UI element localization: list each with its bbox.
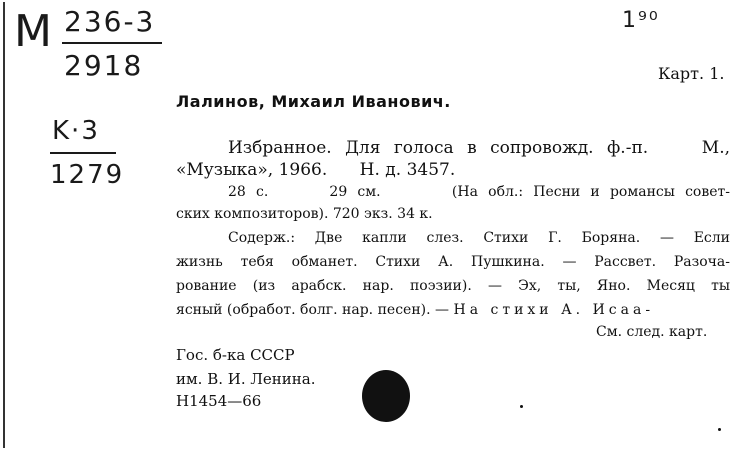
card-left-border	[3, 2, 5, 448]
author-heading: Лалинов, Михаил Иванович.	[176, 92, 451, 111]
contents-line-4-spaced: На стихи А. Исаа-	[453, 302, 655, 318]
see-next-card: См. след. карт.	[596, 324, 708, 340]
k-mark-rule	[50, 152, 116, 154]
punch-hole	[362, 370, 410, 422]
title-line-2: «Музыка», 1966. Н. д. 3457.	[176, 160, 456, 180]
title-line-1: Избранное. Для голоса в сопровожд. ф.-п. М.,	[228, 138, 730, 158]
library-line-3: Н1454—66	[176, 392, 262, 410]
physical-line-1: 28 с. 29 см. (На обл.: Песни и романсы совет-	[228, 184, 730, 200]
shelfmark-top: 236-3	[64, 5, 156, 38]
shelfmark-bottom: 2918	[64, 49, 144, 82]
k-mark-bottom: 1279	[50, 160, 125, 190]
contents-line-2: жизнь тебя обманет. Стихи А. Пушкина. — Рассвет. Разоча-	[176, 254, 730, 270]
contents-line-4	[176, 302, 654, 319]
call-mark: M	[14, 6, 52, 57]
shelfmark-rule	[62, 42, 162, 44]
speck-2	[718, 428, 721, 431]
k-mark-top: K·3	[52, 116, 100, 146]
corner-mark: 1⁹⁰	[622, 8, 660, 33]
library-line-1: Гос. б-ка СССР	[176, 346, 295, 364]
contents-line-3: рование (из арабск. нар. поэзии). — Эх, ты, Яно. Месяц ты	[176, 278, 730, 294]
physical-line-2: ских композиторов). 720 экз. 34 к.	[176, 206, 433, 222]
library-line-2: им. В. И. Ленина.	[176, 370, 316, 388]
speck-1	[520, 405, 523, 408]
contents-line-1: Содерж.: Две капли слез. Стихи Г. Боряна. — Если	[228, 230, 730, 246]
card-number: Карт. 1.	[658, 64, 725, 83]
contents-line-4-prefix: ясный (обработ. болг. нар. песен). —	[176, 302, 454, 318]
